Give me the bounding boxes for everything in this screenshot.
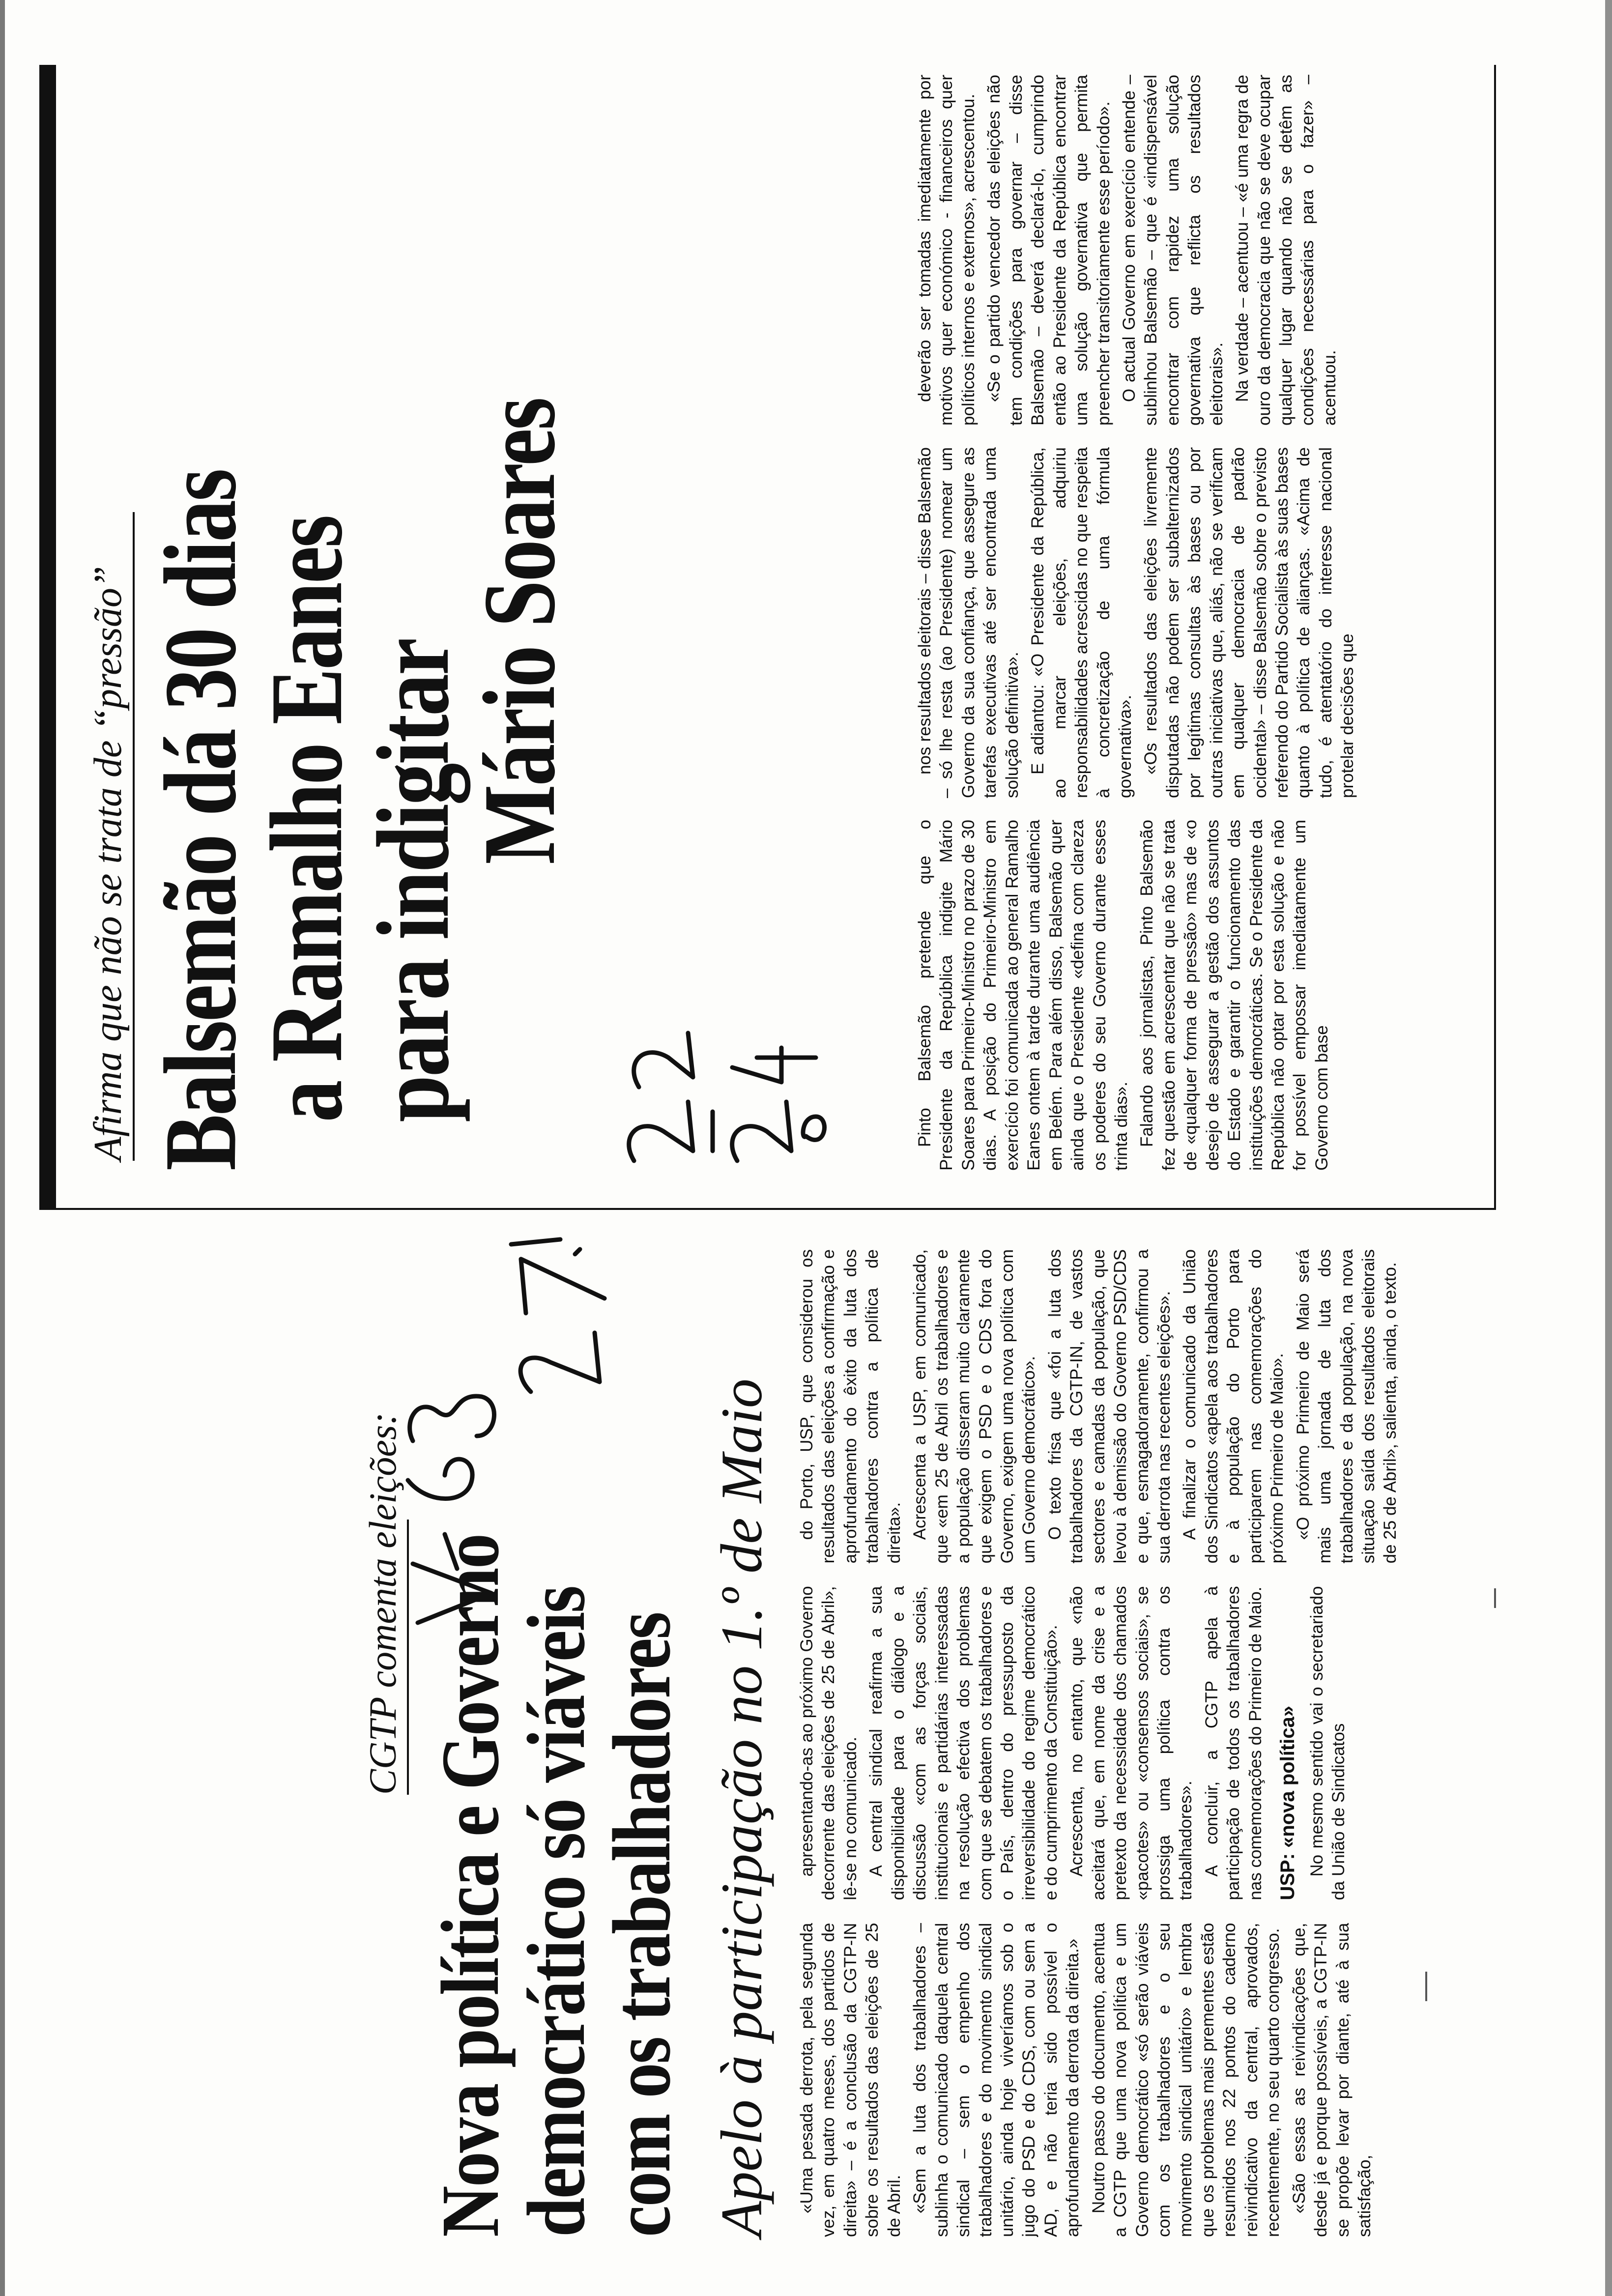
paragraph: A concluir, a CGTP apela à participação de todos os trabalhadores nas comemorações do Primeiro de Maio. — [1202, 1586, 1265, 1900]
article-frame-top — [39, 65, 56, 1210]
article-cgtp — [354, 1249, 1474, 2237]
paragraph: «São essas as reivindicações que, desde já e porque possíveis, a CGTP-IN se propõe levar por diante, até à sua satisfação, — [1289, 1923, 1374, 2237]
article-kicker: CGTP comenta eleições: — [361, 1412, 404, 1795]
paragraph: «Se o partido vencedor das eleições não tem condições para governar – disse Balsemão – deverá declará-lo, cumprindo então ao Presidente da República encontrar uma solução governativa que permita preencher transitoriamente esse período». — [984, 75, 1113, 426]
paragraph: O texto frisa que «foi a luta dos trabalhadores da CGTP-IN, de vastos sectores e camadas da população, que levou à demissão do Governo PSD/CDS e que, esmagadoramente, confirmou a sua derrota nas recentes eleições». — [1045, 1249, 1174, 1564]
handwritten-date-note — [501, 1225, 619, 1402]
text-column — [914, 820, 1484, 1171]
paragraph: apresentando-as ao próximo Governo decorrente das eleições de 25 de Abril», lê-se no comunicado. — [797, 1586, 860, 1900]
headline-line: democrático só viáveis — [510, 1586, 602, 2237]
paragraph: Falando aos jornalistas, Pinto Balsemão fez questão em acrescentar que não se trata de «qualquer forma de pressão» mas de «o desejo de assegurar a gestão dos assuntos do Estado e garantir o funcionamento das instituições democráticas. Se o Presidente da República não optar por esta solução e não for possível empossar imediatamente um Governo com base — [1137, 820, 1331, 1171]
text-column — [914, 75, 1484, 426]
paragraph: Acrescenta, no entanto, que «não aceitará que, em nome da crise e a pretexto da necessidade dos chamados «pacotes» ou «consensos sociais», se prossiga uma política contra os trabalhadores». — [1067, 1586, 1196, 1900]
article-frame-bottom — [1494, 65, 1496, 1210]
article-headline — [144, 50, 576, 1171]
headline-line: Mário Soares — [462, 399, 576, 864]
scan-edge-top — [0, 0, 5, 2296]
text-column — [796, 1249, 1460, 1563]
paragraph: do Porto, USP, que considerou os resultados das eleições a confirmação e aprofundamento do êxito da luta dos trabalhadores contra a política de direita». — [797, 1249, 904, 1564]
paragraph: «Uma pesada derrota, pela segunda vez, em quatro meses, dos partidos de direita» – é a conclusão da CGTP-IN sobre os resultados das eleições de 25 de Abril. — [797, 1923, 904, 2237]
paragraph: «Os resultados das eleições livremente disputadas não podem ser subalternizados por legítimas consultas às bases ou por outras iniciativas que, aliás, não se verificam em qualquer democracia de padrão ocidental» – disse Balsemão sobre o previsto referendo do Partido Socialista às suas bases quanto à política de alianças. «Acima de tudo, é atentatório do interesse nacional protelar decisões que — [1141, 447, 1357, 798]
text-column — [796, 1586, 1460, 1900]
article-kicker: Afirma que não se trata de “pressão” — [86, 566, 130, 1161]
paragraph: deverão ser tomadas imediatamente por motivos quer económico - financeiros quer políticos internos e externos», acrescentou. — [915, 75, 978, 426]
headline-line: com os trabalhadores — [596, 1612, 688, 2237]
paragraph: Pinto Balsemão pretende que o Presidente da República indigite Mário Soares para Primeiro-Ministro no prazo de 30 dias. A posição do Primeiro-Ministro em exercício foi comunicada ao general Ramalho Eanes ontem à tarde durante uma audiência em Belém. Para além disso, Balsemão quer ainda que o Presidente «defina com clareza os poderes do seu Governo durante esses trinta dias». — [915, 820, 1131, 1171]
paragraph: Na verdade – acentuou – «é uma regra de ouro da democracia que não se deve ocupar qualquer lugar quando não se detêm as condições necessárias para o fazer» – acentuou. — [1233, 75, 1339, 426]
scan-speck — [1494, 1588, 1496, 1608]
paragraph: No mesmo sentido vai o secretariado da União de Sindicatos — [1307, 1586, 1349, 1900]
headline-line: Balsemão dá 30 dias — [144, 470, 258, 1171]
article-body — [914, 75, 1484, 1171]
paragraph: A central sindical reafirma a sua disponibilidade para o diálogo e a discussão «com as forças sociais, institucionais e partidárias interessadas na resolução efectiva dos problemas com que se debatem os trabalhadores e o País, dentro do pressuposto da irreversibilidade do regime democrático e do cumprimento da Constituição». — [866, 1586, 1061, 1900]
article-subhead: Apelo à participação no 1.º de Maio — [709, 1378, 774, 2237]
headline-line: para indigitar — [356, 639, 470, 1122]
paragraph: «Sem a luta dos trabalhadores – sublinha o comunicado daquela central sindical – sem o empenho dos trabalhadores e do movimento sindical unitário, ainda hoje viveríamos sob o jugo do PSD e do CDS, com ou sem a AD, e não teria sido possível o aprofundamento da derrota da direita.» — [910, 1923, 1083, 2237]
paragraph: A finalizar o comunicado da União dos Sindicatos «apela aos trabalhadores e à população do Porto para participarem nas comemorações do próximo Primeiro de Maio». — [1180, 1249, 1287, 1564]
text-column — [796, 1923, 1460, 2237]
paragraph: nos resultados eleitorais – disse Balsemão – só lhe resta (ao Presidente) nomear um Governo da sua confiança, que assegure as tarefas executivas até ser encontrada uma solução definitiva». — [915, 447, 1022, 798]
handwritten-date-note — [398, 1372, 511, 1628]
headline-line: Nova política e Governo — [425, 1534, 516, 2237]
paragraph: E adiantou: «O Presidente da República, ao marcar eleições, adquiriu responsabilidades acrescidas no que respeita à concretização de uma fórmula governativa». — [1028, 447, 1135, 798]
paragraph: Acrescenta a USP, em comunicado, que «em 25 de Abril os trabalhadores e a população disseram muito claramente que exigem o PSD e o CDS fora do Governo, exigem uma nova política com um Governo democrático». — [910, 1249, 1039, 1564]
article-body — [796, 1249, 1460, 2237]
text-column — [914, 447, 1484, 798]
headline-line: a Ramalho Eanes — [250, 516, 364, 1122]
paragraph: «O próximo Primeiro de Maio será mais uma jornada de luta dos trabalhadores e da população, na nova situação saída dos resultados eleitorais de 25 de Abril», salienta, ainda, o texto. — [1293, 1249, 1400, 1564]
crosshead: USP: «nova política» — [1277, 1706, 1299, 1900]
paragraph: Noutro passo do documento, acentua a CGTP que uma nova política e um Governo democrático «só serão viáveis com os trabalhadores e o seu movimento sindical unitário» e lembra que os problemas mais prementes estão resumidos nos 22 pontos do caderno reivindicativo da central, aprovados, recentemente, no seu quarto congresso. — [1089, 1923, 1283, 2237]
paragraph: O actual Governo em exercício entende – sublinhou Balsemão – que é «indispensável encontrar com rapidez uma solução governativa que reflicta os resultados eleitorais». — [1119, 75, 1226, 426]
scan-edge-bottom — [1605, 0, 1612, 2296]
kicker-underline — [133, 512, 135, 1161]
handwritten-date-note — [619, 1018, 831, 1180]
article-frame-left — [39, 1208, 1494, 1210]
